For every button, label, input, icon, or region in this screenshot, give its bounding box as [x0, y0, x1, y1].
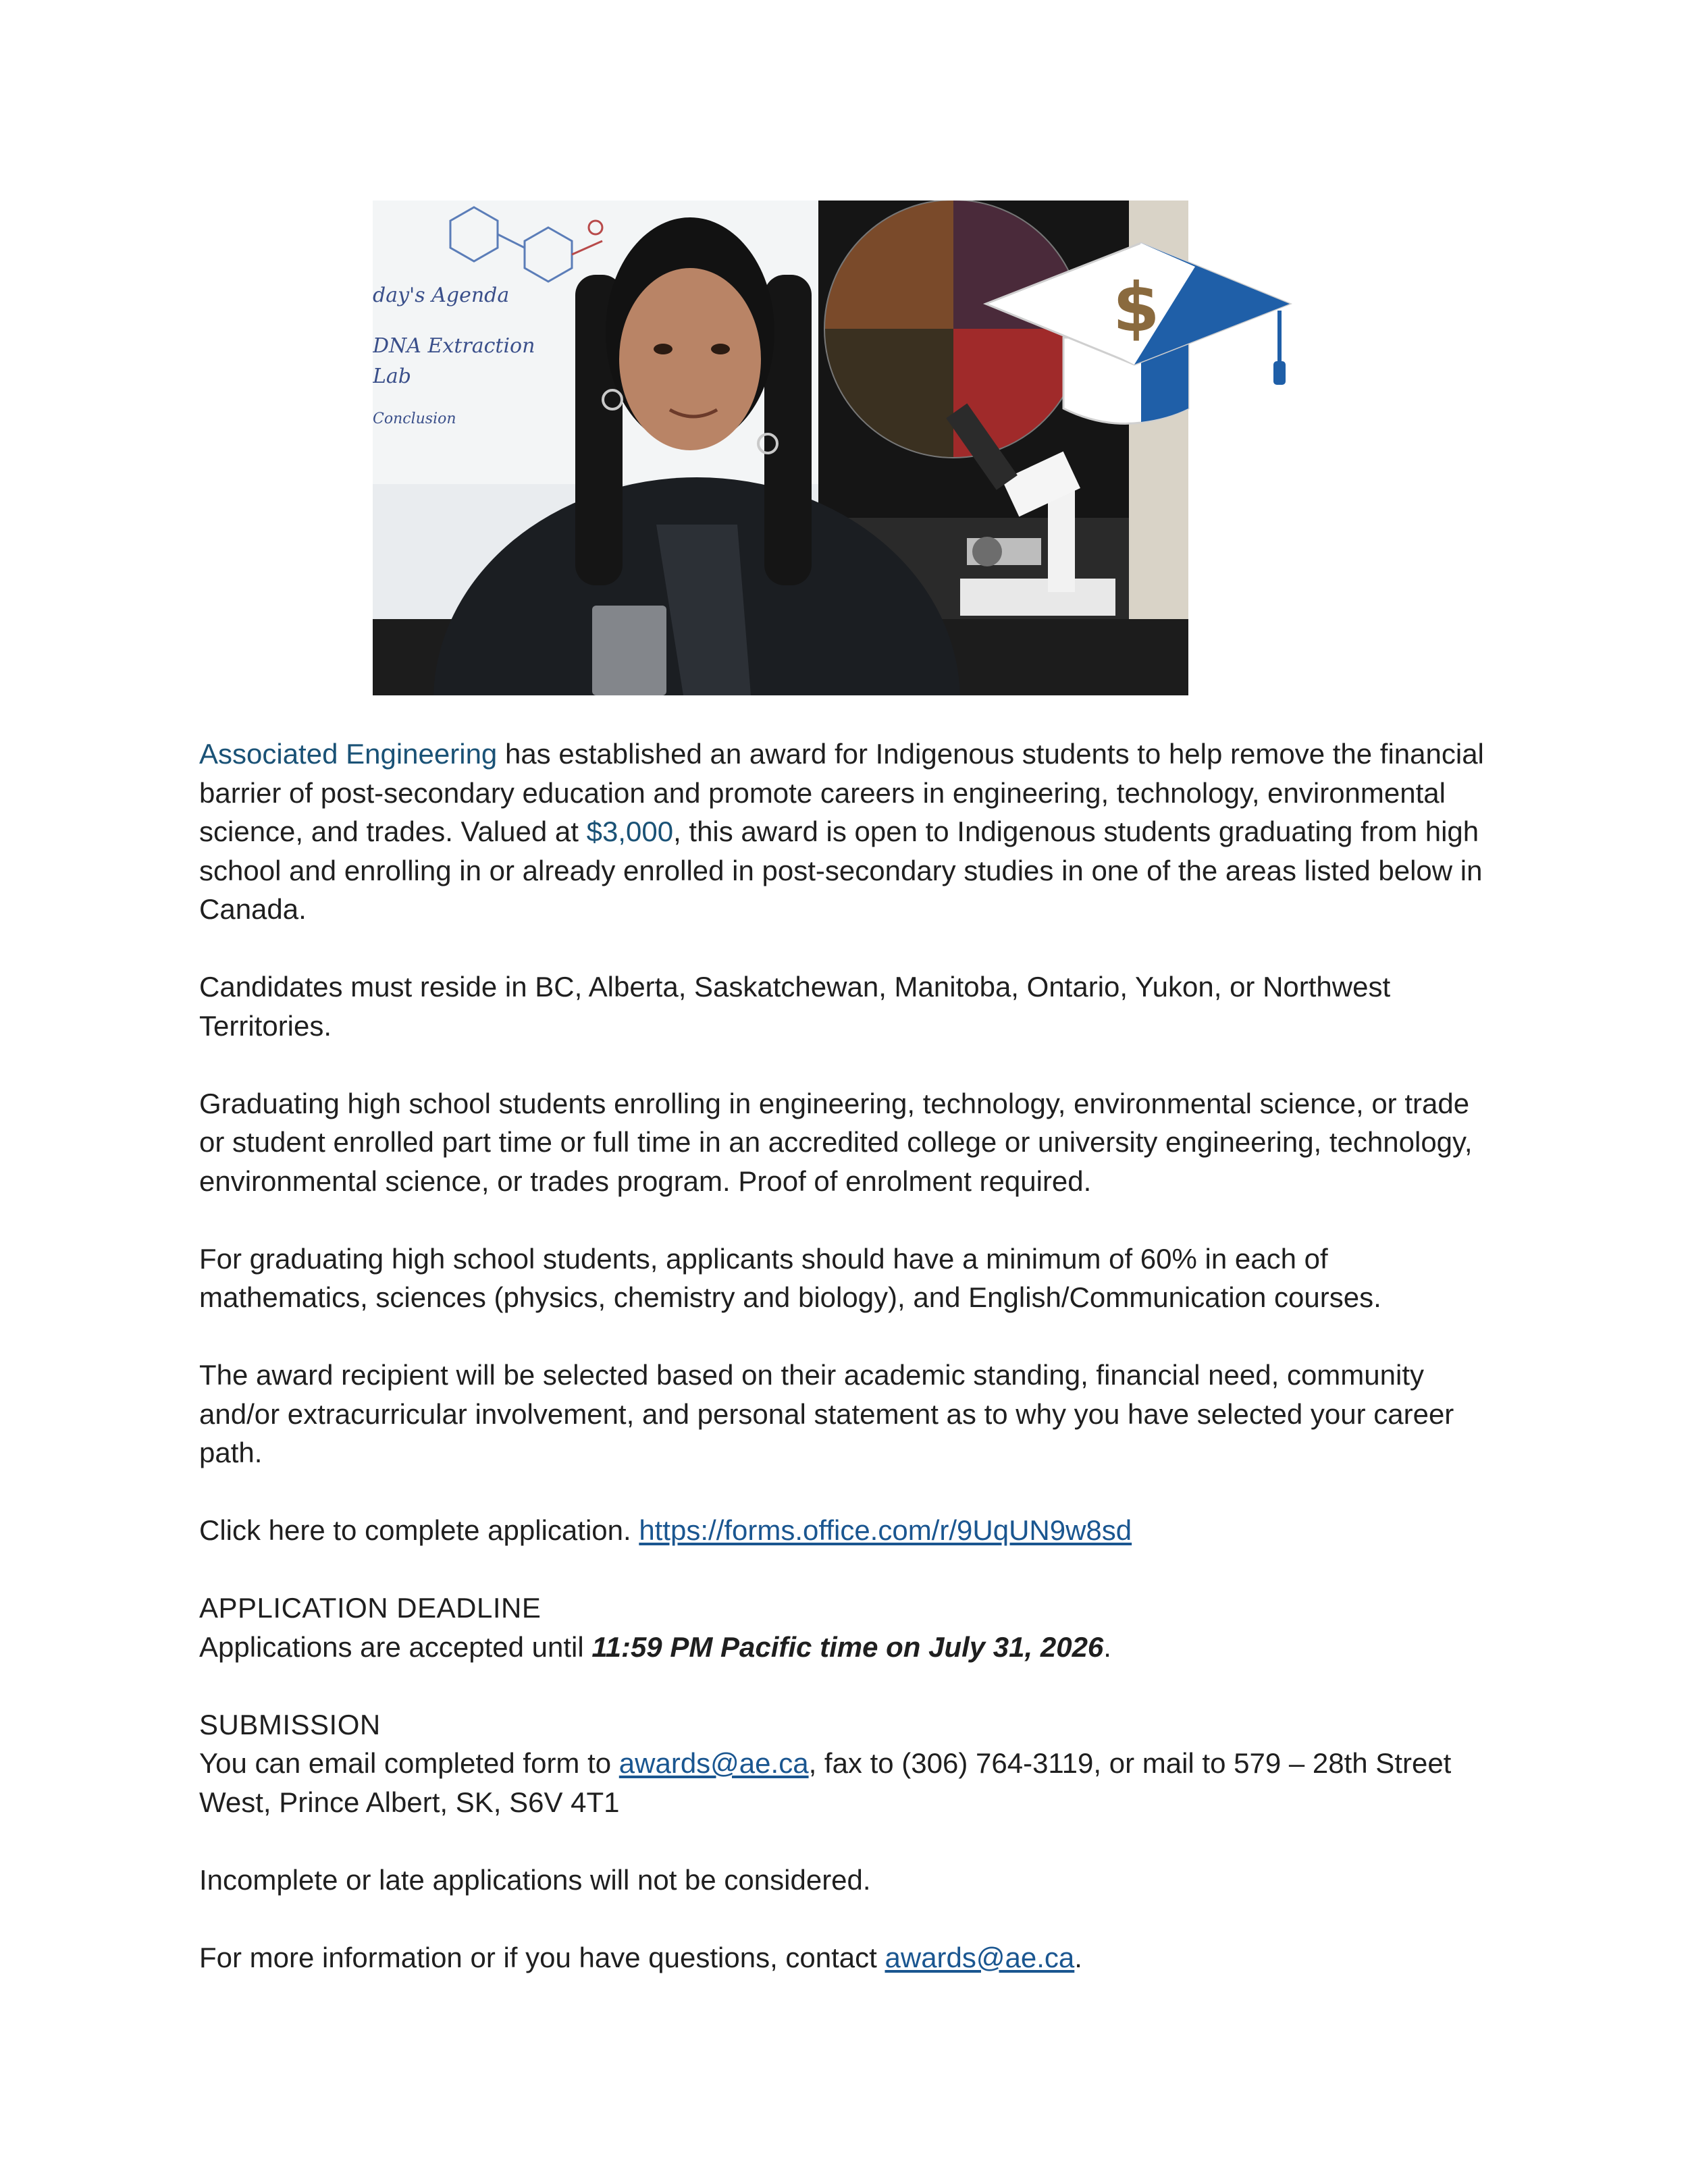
- graduation-cap-icon: [972, 236, 1323, 439]
- contact-paragraph: [199, 1938, 1502, 1977]
- grades-paragraph: For graduating high school students, applicants should have a minimum of 60% in each of mathematics, sciences (physics, chemistry and biology), and English/Communication courses.: [199, 1242, 1381, 1313]
- whiteboard-line: day's Agenda: [373, 284, 510, 307]
- intro-text: has established an award for Indigenous students to help remove the financial barrier of post-secondary education and promote careers in engineering, technology, environmental science, and trades. Valued at: [199, 738, 1484, 847]
- intro-text: , this award is open to Indigenous students graduating from high school and enrolling in or already enrolled in post-secondary studies in one of the areas listed below in Canada.: [199, 816, 1483, 925]
- late-notice: Incomplete or late applications will not be considered.: [199, 1863, 871, 1896]
- dollar-symbol: $: [1113, 268, 1160, 347]
- contact-text: For more information or if you have questions, contact: [199, 1941, 885, 1973]
- submission-text: You can email completed form to: [199, 1747, 619, 1779]
- deadline-text: .: [1103, 1630, 1111, 1663]
- award-amount: $3,000: [586, 816, 674, 847]
- application-text: Click here to complete application.: [199, 1514, 639, 1546]
- deadline-paragraph: [199, 1628, 1502, 1667]
- application-link[interactable]: https://forms.office.com/r/9UqUN9w8sd: [639, 1514, 1132, 1546]
- award-description: [199, 735, 1502, 2016]
- intro-paragraph: [199, 735, 1502, 929]
- submission-heading: SUBMISSION: [199, 1708, 381, 1740]
- deadline-heading: APPLICATION DEADLINE: [199, 1592, 542, 1624]
- selection-paragraph: The award recipient will be selected based on their academic standing, financial need, community and/or extracurricular involvement, and personal statement as to why you have selected your career path.: [199, 1359, 1454, 1468]
- whiteboard-line: Conclusion: [373, 410, 456, 427]
- whiteboard-line: DNA Extraction: [373, 334, 535, 358]
- whiteboard-line: Lab: [373, 365, 412, 388]
- submission-email-link[interactable]: awards@ae.ca: [618, 1747, 809, 1779]
- org-name: Associated Engineering: [199, 738, 498, 770]
- deadline-time: 11:59 PM Pacific time on July 31, 2026: [591, 1630, 1104, 1663]
- contact-email-link[interactable]: awards@ae.ca: [885, 1941, 1075, 1973]
- submission-paragraph: [199, 1744, 1502, 1821]
- eligibility-paragraph: Graduating high school students enrolling in engineering, technology, environmental science, or trade or student enrolled part time or full time in an accredited college or university engineering, technology, environmental science, or trades program. Proof of enrolment required.: [199, 1087, 1473, 1197]
- application-paragraph: [199, 1511, 1502, 1550]
- contact-text: .: [1074, 1941, 1082, 1973]
- residency-paragraph: Candidates must reside in BC, Alberta, Saskatchewan, Manitoba, Ontario, Yukon, or Northwest Territories.: [199, 971, 1391, 1042]
- deadline-text: Applications are accepted until: [199, 1630, 592, 1663]
- submission-text: , fax to (306) 764-3119, or mail to 579 – 28th Street West, Prince Albert, SK, S6V 4T1: [199, 1747, 1452, 1818]
